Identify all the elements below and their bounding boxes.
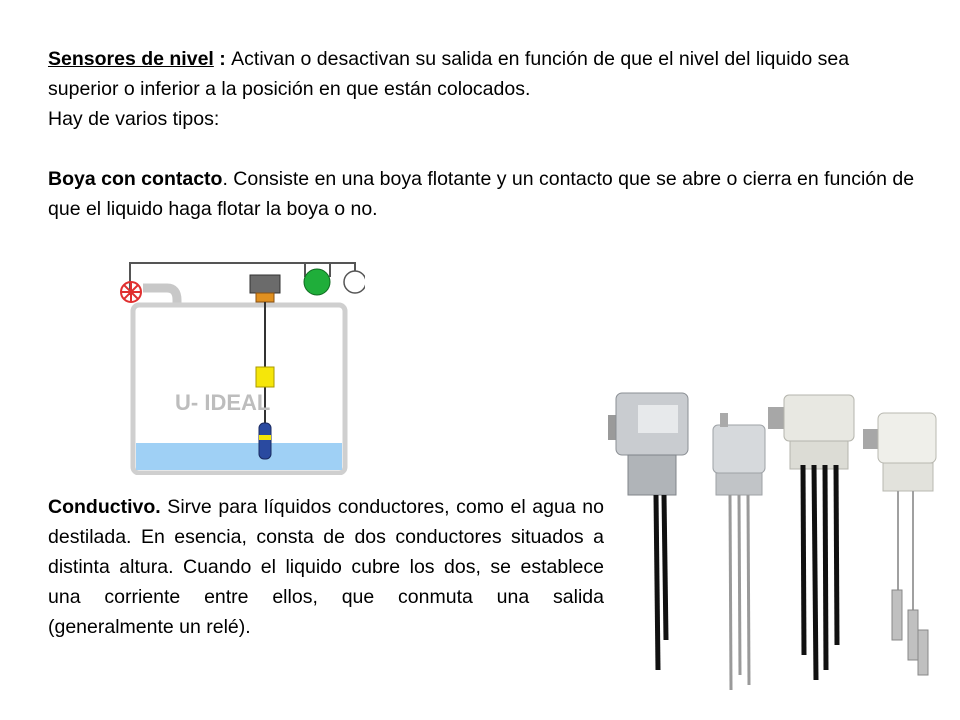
boya-text: . Consiste en una boya flotante y un contacto que se abre o cierra en función de que el liquido haga flotar la boya o no. — [48, 168, 915, 220]
switch-head — [250, 275, 280, 293]
probe-2 — [713, 413, 765, 690]
term-sensores-de-nivel: Sensores de nivel — [48, 48, 214, 70]
probe-4 — [863, 413, 936, 675]
probe-1 — [608, 393, 688, 670]
types-line: Hay de varios tipos: — [48, 108, 220, 130]
intro-colon: : — [213, 48, 232, 70]
probe-3 — [768, 395, 854, 680]
indicator-on-icon — [304, 269, 330, 295]
indicator-off-icon — [344, 271, 365, 293]
valve-icon — [121, 282, 141, 302]
float-icon — [259, 423, 271, 459]
watermark: U- IDEAL — [175, 390, 271, 415]
conductivo-paragraph — [48, 492, 604, 642]
float-switch-diagram — [115, 245, 365, 475]
conductive-probes-photo — [598, 385, 958, 715]
intro-text: Activan o desactivan su salida en función de que el nivel del liquido sea superior o inferior a la posición en que están colocados. — [48, 48, 850, 100]
water-level — [136, 443, 342, 470]
boya-paragraph — [48, 164, 918, 224]
intro-paragraph — [48, 44, 908, 104]
term-conductivo: Conductivo. — [48, 496, 161, 518]
conductivo-text: Sirve para líquidos conductores, como el agua no destilada. En esencia, consta de dos conductores situados a distinta altura. Cuando el liquido cubre los dos, se establece una corriente entre ellos, que conmuta una salida (generalmente un relé). — [48, 496, 604, 638]
term-boya-con-contacto: Boya con contacto — [48, 168, 223, 190]
